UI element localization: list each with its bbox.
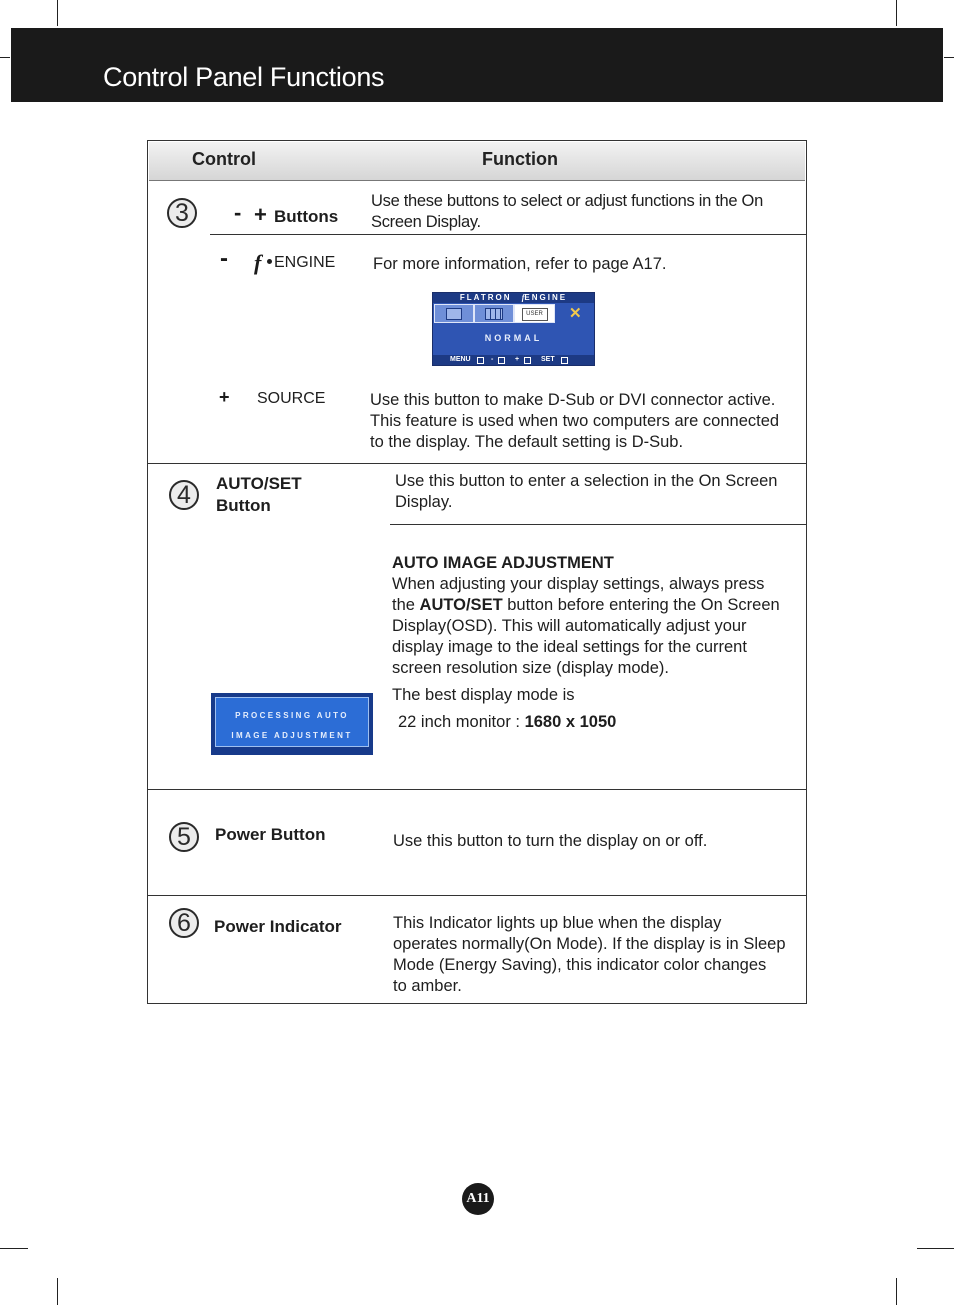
row-divider (148, 895, 807, 896)
auto-set-description (395, 471, 777, 513)
page-title: Control Panel Functions (103, 62, 385, 92)
osd-bottom-bar (433, 355, 594, 365)
processing-message-box (215, 697, 369, 747)
crop-mark (917, 1248, 954, 1249)
osd-grid-icon (474, 304, 514, 323)
crop-mark (896, 1278, 897, 1305)
f-engine-osd-image (432, 292, 595, 366)
auto-set-label-line: Button (216, 496, 271, 515)
osd-engine-word: ENGINE (524, 293, 568, 302)
monitor-resolution (398, 712, 616, 733)
osd-title-bar (433, 293, 594, 303)
minus-button-icon: - (220, 245, 228, 272)
osd-close-icon: ✕ (569, 305, 582, 322)
f-engine-label: ENGINE (274, 254, 336, 271)
osd-monitor-icon (434, 304, 474, 323)
osd-brand: FLATRON (459, 293, 512, 302)
buttons-label: Buttons (274, 207, 339, 226)
row-divider (148, 463, 807, 464)
crop-mark (57, 1278, 58, 1305)
column-header-function: Function (482, 149, 558, 169)
source-description-line: to the display. The default setting is D-Sub. (370, 433, 684, 451)
processing-line: PROCESSING AUTO (235, 711, 349, 720)
power-button-description: Use this button to turn the display on or off. (393, 832, 708, 850)
source-description-line: Use this button to make D-Sub or DVI connector active. (370, 391, 776, 409)
processing-line: IMAGE ADJUSTMENT (231, 731, 353, 740)
osd-user-label: USER (522, 308, 548, 321)
processing-auto-image (211, 693, 373, 755)
auto-image-adjustment-title: AUTO IMAGE ADJUSTMENT (392, 554, 614, 572)
crop-mark (896, 0, 897, 26)
auto-adjust-span: button before entering the On Screen (502, 596, 780, 614)
source-label: SOURCE (257, 390, 326, 407)
power-indicator-line: to amber. (393, 977, 462, 995)
plus-button-icon: + (254, 202, 267, 227)
grid-icon (485, 308, 503, 320)
auto-adjust-line: display image to the ideal settings for the current (392, 638, 747, 656)
monitor-resolution-label: 22 inch monitor : (398, 713, 525, 731)
row-divider (148, 789, 807, 790)
f-engine-logo-icon: f (254, 250, 262, 275)
osd-user-option (514, 304, 555, 323)
osd-plus-label: + (515, 356, 520, 363)
auto-set-emphasis: AUTO/SET (419, 596, 503, 614)
f-engine-description: For more information, refer to page A17. (373, 255, 667, 273)
section-number-3: 3 (167, 198, 197, 228)
section-number-4: 4 (169, 480, 199, 510)
plus-button-icon: + (219, 387, 230, 407)
f-engine-dot-icon (267, 259, 272, 264)
auto-adjust-span: the (392, 596, 420, 614)
crop-mark (944, 57, 954, 58)
osd-set-label: SET (541, 356, 555, 363)
power-indicator-line: This Indicator lights up blue when the display (393, 914, 722, 932)
osd-set-key-icon (561, 357, 568, 364)
buttons-description-line: Screen Display. (371, 213, 481, 231)
power-indicator-line: Mode (Energy Saving), this indicator color changes (393, 956, 767, 974)
auto-set-label-line: AUTO/SET (216, 474, 302, 493)
power-indicator-label: Power Indicator (214, 917, 342, 936)
osd-menu-key-icon (477, 357, 484, 364)
buttons-description-line: Use these buttons to select or adjust functions in the On (371, 192, 763, 210)
row-divider (210, 234, 807, 235)
best-display-mode: The best display mode is (392, 686, 575, 704)
auto-adjust-line: Display(OSD). This will automatically adjust your (392, 617, 747, 635)
column-header-control: Control (192, 149, 256, 169)
monitor-icon (446, 308, 462, 320)
crop-mark (0, 1248, 28, 1249)
section-number-5: 5 (169, 822, 199, 852)
crop-mark (0, 57, 10, 58)
auto-set-description-line: Display. (395, 493, 453, 511)
osd-engine-letter: f (521, 293, 525, 302)
auto-image-adjustment-text (392, 553, 780, 679)
buttons-description (371, 191, 763, 233)
osd-mode-label: NORMAL (484, 333, 543, 343)
auto-adjust-line (392, 595, 780, 616)
page-number-badge: A11 (462, 1183, 494, 1215)
minus-button-icon: - (234, 200, 242, 225)
monitor-resolution-value: 1680 x 1050 (524, 713, 617, 731)
crop-mark (57, 0, 58, 26)
auto-set-label (216, 473, 302, 517)
auto-adjust-line: When adjusting your display settings, always press (392, 575, 765, 593)
osd-menu-label: MENU (450, 356, 471, 363)
osd-minus-label: - (491, 356, 494, 363)
auto-adjust-line: screen resolution size (display mode). (392, 659, 669, 677)
osd-plus-key-icon (524, 357, 531, 364)
power-indicator-line: operates normally(On Mode). If the display is in Sleep (393, 935, 786, 953)
power-button-label: Power Button (215, 825, 326, 844)
auto-set-description-line: Use this button to enter a selection in the On Screen (395, 472, 778, 490)
row-divider (390, 524, 807, 525)
section-number-6: 6 (169, 908, 199, 938)
power-indicator-description (393, 913, 786, 997)
osd-minus-key-icon (498, 357, 505, 364)
source-description-line: This feature is used when two computers are connected (370, 412, 780, 430)
source-description (370, 390, 779, 453)
